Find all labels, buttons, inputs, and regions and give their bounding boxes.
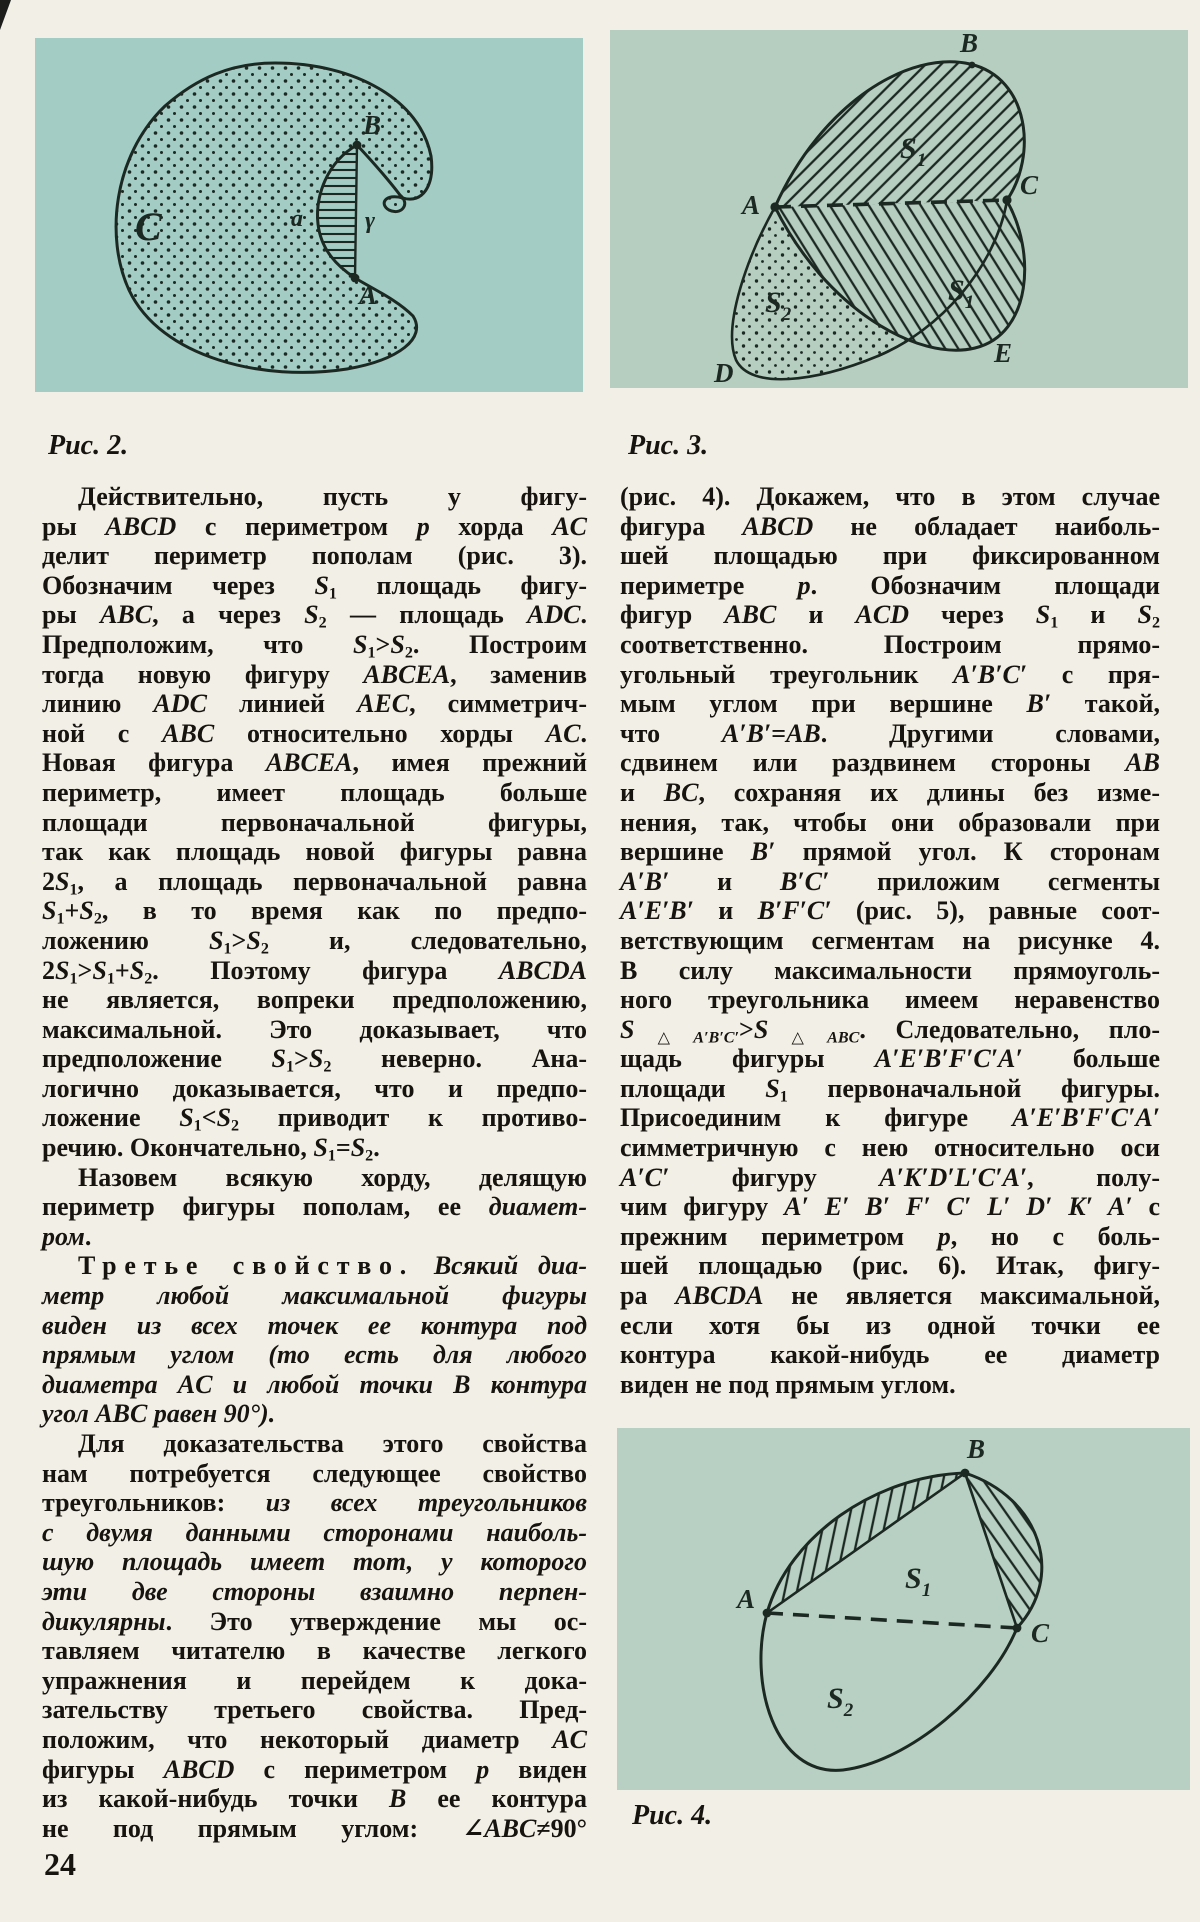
- text-line: и BC, сохраняя их длины без изме-: [620, 777, 1161, 807]
- side-AB: [767, 1473, 965, 1613]
- text-line: (рис. 4). Докажем, что в этом случае: [620, 482, 1160, 511]
- text-line: шей площадью (рис. 6). Итак, фигу-: [620, 1251, 1160, 1281]
- text-line: $S_1+S_2$, в то время как по предпо-: [42, 896, 587, 928]
- figure-4-illustration: [617, 1428, 1190, 1790]
- label-A: A: [741, 190, 760, 220]
- figure-3-illustration: [610, 30, 1188, 388]
- page-number: 24: [44, 1846, 76, 1882]
- text-line: чим фигуру A′ E′ B′ F′ C′ L′ D′ K′ A′ с: [620, 1192, 1160, 1222]
- label-S2: $S_2$: [827, 1682, 854, 1721]
- text-line: из какой-нибудь точки B ее контура: [42, 1784, 587, 1814]
- label-S2: $S_2$: [765, 286, 792, 325]
- text-line: речию. Окончательно, $S_1=S_2$.: [42, 1133, 380, 1165]
- text-line: так как площадь новой фигуры равна: [42, 837, 587, 867]
- text-column-right: [620, 482, 1160, 1399]
- figure-3-caption: Рис. 3.: [628, 430, 709, 461]
- point-C-dot: [1013, 1624, 1022, 1633]
- text-line: фигуры ABCD с периметром p виден: [42, 1754, 587, 1784]
- label-S1-lower: $S_1$: [948, 274, 975, 313]
- scan-corner-artifact: [0, 0, 11, 30]
- text-line: что A′B′=AB. Другими словами,: [620, 718, 1160, 748]
- label-C: C: [135, 204, 162, 249]
- label-C: C: [1031, 1618, 1050, 1648]
- text-line: положим, что некоторый диаметр AC: [42, 1724, 587, 1754]
- label-A: A: [736, 1584, 755, 1614]
- label-B: B: [960, 30, 979, 58]
- text-line: ры ABC, а через $S_2$ — площадь ADC.: [42, 600, 588, 632]
- text-line: контура какой-нибудь ее диаметр: [620, 1340, 1160, 1370]
- text-line: прежним периметром p, но с боль-: [620, 1221, 1160, 1251]
- label-C: C: [1020, 170, 1039, 200]
- text-line: диаметра AC и любой точки B контура: [42, 1369, 587, 1399]
- text-line: В силу максимальности прямоуголь-: [620, 955, 1160, 985]
- figure-4-caption: Рис. 4.: [632, 1800, 713, 1831]
- label-gamma: γ: [365, 208, 375, 234]
- label-E: E: [994, 338, 1013, 368]
- text-line: фигура ABCD не обладает наиболь-: [620, 511, 1160, 541]
- text-line: линию ADC линией AEC, симметрич-: [42, 689, 587, 719]
- text-line: предположение $S_1>S_2$ неверно. Ана-: [42, 1044, 587, 1076]
- text-line: не является, вопреки предположению,: [42, 985, 587, 1015]
- text-line: соответственно. Построим прямо-: [620, 629, 1160, 659]
- text-line: $2S_1>S_1+S_2$. Поэтому фигура ABCDA: [42, 955, 587, 987]
- text-line: тогда новую фигуру ABCEA, заменив: [42, 659, 587, 689]
- point-B-dot: [961, 1469, 970, 1478]
- text-line: делит периметр пополам (рис. 3).: [42, 541, 587, 571]
- text-line: периметр, имеет площадь больше: [42, 777, 587, 807]
- text-line: ного треугольника имеем неравенство: [620, 985, 1160, 1015]
- text-line: максимальной. Это доказывает, что: [42, 1014, 587, 1044]
- text-line: площади первоначальной фигуры,: [42, 807, 587, 837]
- text-line: ры ABCD с периметром p хорда AC: [42, 511, 587, 541]
- text-line: Новая фигура ABCEA, имея прежний: [42, 748, 587, 778]
- text-line: ложению $S_1>S_2$ и, следовательно,: [42, 925, 587, 958]
- label-B: B: [363, 110, 382, 140]
- text-line: шей площадью при фиксированном: [620, 541, 1160, 571]
- point-A-dot: [770, 202, 779, 211]
- label-alpha: a: [291, 206, 303, 232]
- text-line: $2S_1$, а площадь первоначальной равна: [42, 866, 587, 899]
- label-S1: $S_1$: [905, 1562, 932, 1601]
- text-line: Третье свойство. Всякий диа-: [78, 1251, 587, 1281]
- text-line: упражнения и перейдем к дока-: [42, 1665, 587, 1695]
- text-line: логично доказывается, что и предпо-: [42, 1073, 587, 1103]
- text-line: $S_{\triangle A'B'C'}>S_{\triangle ABC}$. Следовательно, пло-: [620, 1014, 1160, 1047]
- text-line: шую площадь имеет тот, у которого: [42, 1547, 587, 1577]
- text-line: Предположим, что $S_1>S_2$. Построим: [42, 629, 587, 662]
- text-line: сдвинем или раздвинем стороны AB: [620, 748, 1160, 778]
- text-line: ной с ABC относительно хорды AC.: [42, 718, 587, 748]
- figure-3-panel: [610, 30, 1188, 388]
- text-line: дикулярны. Это утверждение мы ос-: [42, 1606, 587, 1636]
- text-line: виден не под прямым углом.: [620, 1369, 956, 1399]
- label-B: B: [967, 1434, 986, 1464]
- text-column-left: [42, 482, 587, 1843]
- figure-2-caption: Рис. 2.: [48, 430, 129, 461]
- label-A: A: [359, 280, 378, 310]
- text-line: нения, так, чтобы они образовали при: [620, 807, 1160, 837]
- text-line: ложение $S_1<S_2$ приводит к противо-: [42, 1103, 587, 1135]
- text-line: площади $S_1$ первоначальной фигуры.: [620, 1073, 1160, 1106]
- text-line: фигур ABC и ACD через $S_1$ и $S_2$: [620, 600, 1161, 632]
- text-line: угол ABC равен 90°).: [42, 1399, 276, 1429]
- text-line: зательству третьего свойства. Пред-: [42, 1695, 587, 1725]
- text-line: щадь фигуры A′E′B′F′C′A′ больше: [620, 1044, 1161, 1074]
- point-C-dot: [1002, 195, 1011, 204]
- text-line: Присоединим к фигуре A′E′B′F′C′A′: [620, 1103, 1160, 1133]
- text-line: ром.: [42, 1221, 92, 1251]
- text-line: периметр фигуры пополам, ее диамет-: [42, 1192, 587, 1222]
- label-D: D: [714, 358, 734, 388]
- text-line: ра ABCDA не является максимальной,: [620, 1281, 1160, 1311]
- figure-2-panel: [35, 38, 583, 392]
- text-line: Для доказательства этого свойства: [78, 1429, 587, 1458]
- text-line: виден из всех точек ее контура под: [42, 1310, 587, 1340]
- text-line: Обозначим через $S_1$ площадь фигу-: [42, 570, 587, 603]
- text-line: тавляем читателю в качестве легкого: [42, 1636, 587, 1666]
- text-line: ветствующим сегментам на рисунке 4.: [620, 925, 1160, 955]
- text-line: не под прямым углом: ∠ABC≠90°: [42, 1813, 587, 1843]
- text-line: угольный треугольник A′B′C′ с пря-: [620, 659, 1160, 689]
- point-A-dot: [763, 1609, 772, 1618]
- kidney-figure-outline: [116, 63, 432, 372]
- text-line: метр любой максимальной фигуры: [42, 1281, 587, 1311]
- text-line: треугольников: из всех треугольников: [42, 1488, 588, 1518]
- segment-BC-hatched: [965, 1473, 1042, 1628]
- text-line: A′B′ и B′C′ приложим сегменты: [620, 866, 1160, 896]
- text-line: нам потребуется следующее свойство: [42, 1458, 587, 1488]
- text-line: Действительно, пусть у фигу-: [78, 482, 587, 511]
- chord-AC-dashed: [767, 1613, 1017, 1628]
- text-line: с двумя данными сторонами наиболь-: [42, 1517, 587, 1547]
- text-line: периметре p. Обозначим площади: [620, 570, 1160, 600]
- text-line: Назовем всякую хорду, делящую: [78, 1162, 587, 1192]
- label-S1-upper: $S_1$: [900, 132, 927, 171]
- text-line: симметричную с нею относительно оси: [620, 1133, 1160, 1163]
- text-line: если хотя бы из одной точки ее: [620, 1310, 1160, 1340]
- figure-2-illustration: [35, 38, 583, 392]
- point-B-dot: [969, 62, 976, 69]
- point-B-dot: [353, 141, 362, 150]
- figure-4-panel: [617, 1428, 1190, 1790]
- text-line: A′C′ фигуру A′K′D′L′C′A′, полу-: [620, 1162, 1160, 1192]
- text-line: прямым углом (то есть для любого: [42, 1340, 587, 1370]
- text-line: мым углом при вершине B′ такой,: [620, 689, 1160, 719]
- text-line: вершине B′ прямой угол. К сторонам: [620, 837, 1160, 867]
- text-line: эти две стороны взаимно перпен-: [42, 1576, 587, 1606]
- text-line: A′E′B′ и B′F′C′ (рис. 5), равные соот-: [620, 896, 1160, 926]
